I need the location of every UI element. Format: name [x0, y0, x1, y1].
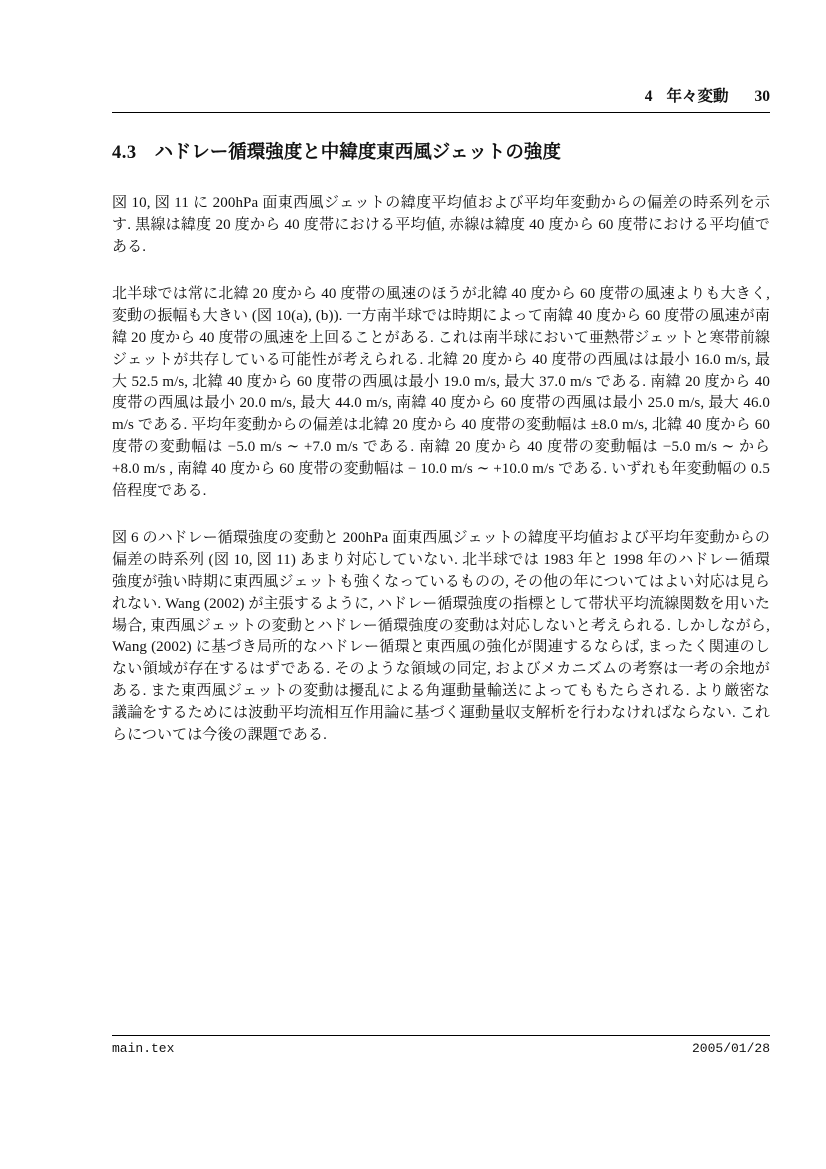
paragraph-2: 北半球では常に北緯 20 度から 40 度帯の風速のほうが北緯 40 度から 60 度帯の風速よりも大きく, 変動の振幅も大きい (図 10(a), (b)). 一方南半球では時期によって南緯 40 度から 60 度帯の風速が南緯 20 度から 40 度帯の風速を上回ることがある. これは南半球において亜熱帯ジェットと寒帯前線ジェットが共存している可能性が考えられる. 北緯 20 度から 40 度帯の西風はは最小 16.0 m/s, 最大 52.5 m/s, 北緯 40 度から 60 度帯の西風は最小 19.0 m/s, 最大 37.0 m/s である. 南緯 20 度から 40 度帯の西風は最小 20.0 m/s, 最大 44.0 m/s, 南緯 40 度から 60 度帯の西風は最小 25.0 m/s, 最大 46.0 m/s である. 平均年変動からの偏差は北緯 20 度から 40 度帯の変動幅は ±8.0 m/s, 北緯 40 度から 60 度帯の変動幅は −5.0 m/s ∼ +7.0 m/s である. 南緯 20 度から 40 度帯の変動幅は −5.0 m/s ∼ から +8.0 m/s , 南緯 40 度から 60 度帯の変動幅は − 10.0 m/s ∼ +10.0 m/s である. いずれも年変動幅の 0.5 倍程度である. [112, 286, 770, 499]
paragraph-3: 図 6 のハドレー循環強度の変動と 200hPa 面東西風ジェットの緯度平均値および平均年変動からの偏差の時系列 (図 10, 図 11) あまり対応していない. 北半球では 1983 年と 1998 年のハドレー循環強度が強い時期に東西風ジェットも強くなっているものの, その他の年についてはよい対応は見られない. Wang (2002) が主張するように, ハドレー循環強度の指標として帯状平均流線関数を用いた場合, 東西風ジェットの変動とハドレー循環強度の変動は対応しないと考えられる. しかしながら, Wang (2002) に基づき局所的なハドレー循環と東西風の強化が関連するならば, まったく関連のしない領域が存在するはずである. そのような領域の同定, およびメカニズムの考察は一考の余地がある. また東西風ジェットの変動は擾乱による角運動量輸送によってももたらされる. より厳密な議論をするためには波動平均流相互作用論に基づく運動量収支解析を行わなければならない. これらについては今後の課題である. [112, 530, 770, 743]
page-header-line [112, 84, 770, 106]
page-header [112, 84, 770, 113]
footer-date: 2005/01/28 [691, 1041, 770, 1056]
body-text [112, 193, 770, 772]
footer-filename: main.tex [112, 1041, 175, 1056]
section-heading-number: 4.3 [112, 143, 137, 163]
header-section-title: 年々変動 [666, 88, 729, 105]
section-heading [112, 138, 770, 164]
page-footer [112, 1035, 770, 1056]
header-page-number: 30 [754, 88, 770, 105]
header-section-number: 4 [644, 88, 653, 105]
paragraph-1: 図 10, 図 11 に 200hPa 面東西風ジェットの緯度平均値および平均年変動からの偏差の時系列を示す. 黒線は緯度 20 度から 40 度帯における平均値, 赤線は緯度 40 度から 60 度帯における平均値である. [112, 195, 770, 255]
section-heading-title: ハドレー循環強度と中緯度東西風ジェットの強度 [154, 141, 561, 162]
